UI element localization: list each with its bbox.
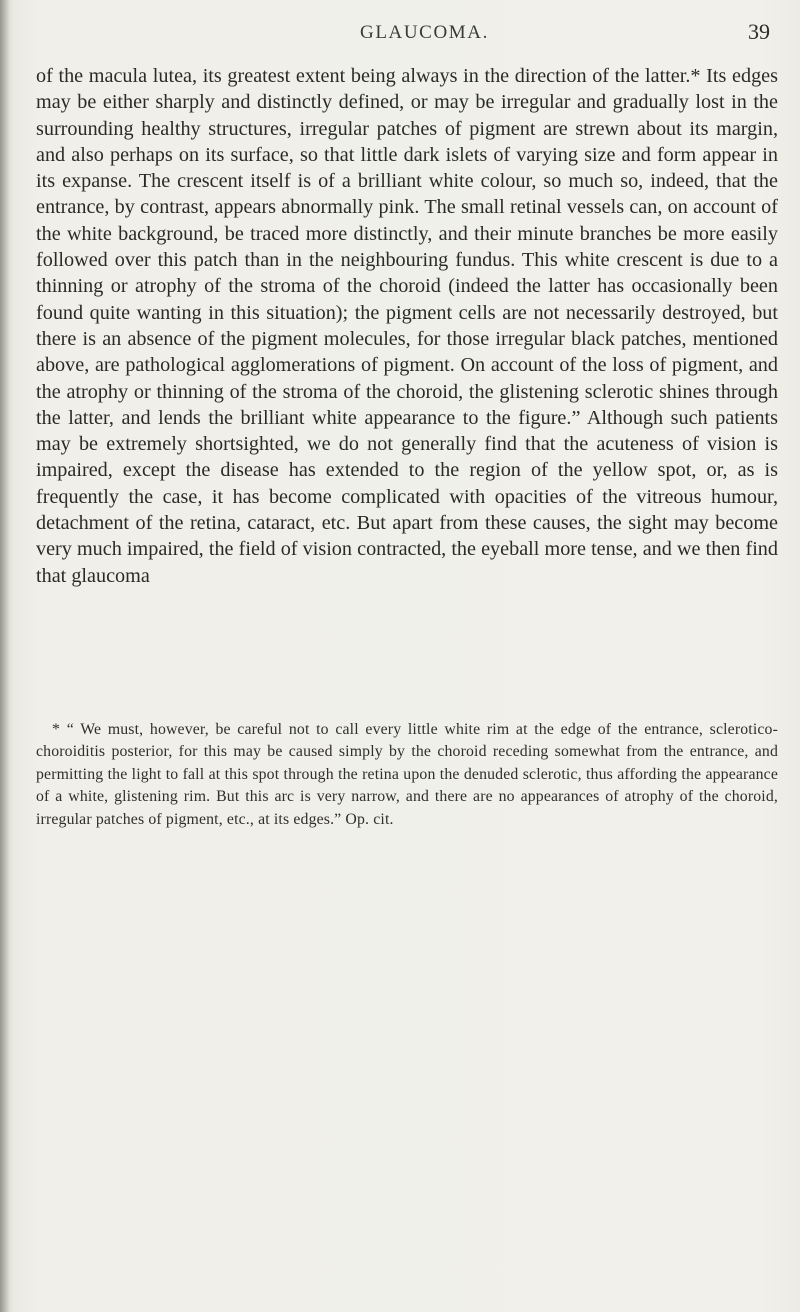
page-number: 39 [748,19,770,44]
running-title: GLAUCOMA. [360,22,489,43]
page-gutter-shadow [0,0,10,1312]
footnote: * “ We must, however, be careful not to call every little white rim at the edge of the entrance, sclerotico-choroiditis posterior, for this may be caused simply by the choroid receding somewhat from the entrance, and permitting the light to fall at this spot through the retina upon the denuded sclerotic, thus affording the appearance of a white, glistening rim. But this arc is very narrow, and there are no appearances of atrophy of the choroid, irregular patches of pigment, etc., at its edges.” Op. cit. [36,721,778,828]
body-paragraph: of the macula lutea, its greatest extent being always in the direction of the latter.* Its edges may be either sharply and distinctly defined, or may be irregular and gradually lost in the surrounding healthy structures, irregular patches of pigment are strewn about its margin, and also perhaps on its surface, so that little dark islets of varying size and form appear in its expanse. The crescent itself is of a brilliant white colour, so much so, indeed, that the entrance, by contrast, appears abnormally pink. The small retinal vessels can, on account of the white background, be traced more distinctly, and their minute branches be more easily followed over this patch than in the neighbouring fundus. This white crescent is due to a thinning or atrophy of the stroma of the choroid (indeed the latter has occasionally been found quite wanting in this situation); the pigment cells are not necessarily destroyed, but there is an absence of the pigment molecules, for those irregular black patches, mentioned above, are pathological agglomerations of pigment. On account of the loss of pigment, and the atrophy or thinning of the stroma of the choroid, the glistening sclerotic shines through the latter, and lends the brilliant white appearance to the figure.” Although such patients may be extremely shortsighted, we do not generally find that the acuteness of vision is impaired, except the disease has extended to the region of the yellow spot, or, as is frequently the case, it has become complicated with opacities of the vitreous humour, detachment of the retina, cataract, etc. But apart from these causes, the sight may become very much impaired, the field of vision contracted, the eyeball more tense, and we then find that glaucoma [36,65,778,587]
